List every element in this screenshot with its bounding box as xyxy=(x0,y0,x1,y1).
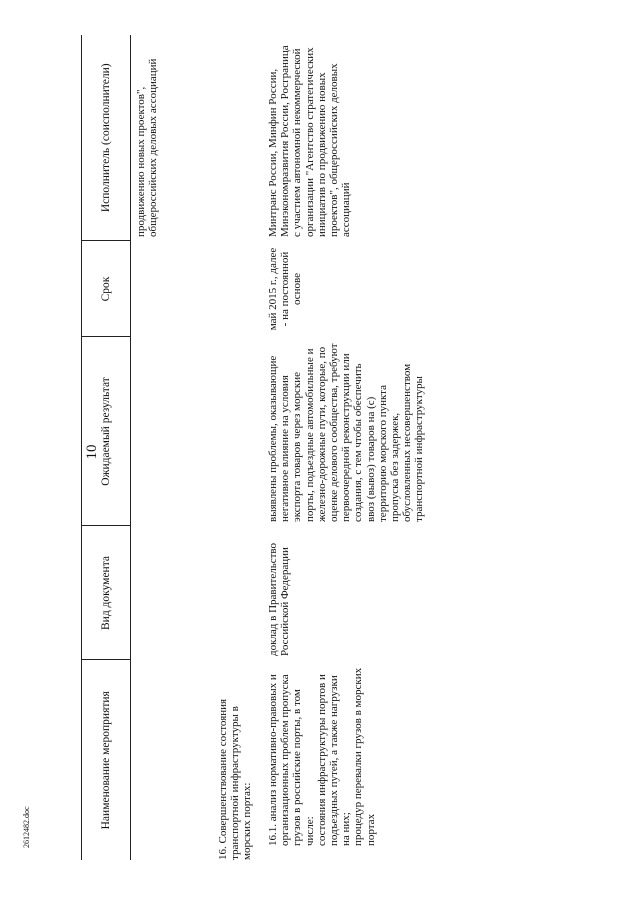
header-doc-type: Вид документа xyxy=(82,526,131,660)
continuation-executor: продвижению новых проектов", общероссийских деловых ассоциаций xyxy=(135,58,160,237)
table-row xyxy=(257,35,426,860)
executor-cell: Минтранс России, Минфин России, Минэкономразвития России, Росграница с участием автономной некоммерческой организации "Агентство стратегических инициатив по продвижению новых проектов", общероссийских деловых ассоциаций xyxy=(267,45,353,237)
deadline-cell: май 2015 г., далее - на постоянной основе xyxy=(267,247,304,331)
continuation-row xyxy=(131,35,196,860)
measure-name-item-2: процедур перевалки грузов в морских портах xyxy=(352,667,377,846)
section-row xyxy=(195,35,257,860)
doc-type-cell: доклад в Правительство Российской Федерации xyxy=(267,542,292,656)
measure-name-item-1: состояния инфраструктуры портов и подъездных путей, а также нагрузки на них; xyxy=(315,674,353,846)
page-number: 10 xyxy=(84,444,100,460)
measure-name-cell xyxy=(257,660,426,860)
measures-table xyxy=(81,35,426,860)
footer-filename: 2612482.doc xyxy=(22,806,31,848)
rotated-table-container xyxy=(81,35,601,860)
header-name: Наименование мероприятия xyxy=(82,660,131,860)
table-header-row xyxy=(82,35,131,860)
expected-result-cell: выявлены проблемы, оказывающие негативное влияние на условия экспорта товаров через морские порты, подъездные автомобильные и железно-дорожные пути, которые, по оценке делового сообщества, требуют первоочередной реконструкции или создания, с тем чтобы обеспечить ввоз (вывоз) товаров на (с) территорию морского пункта пропуска без задержек, обусловленных несовершенством транспортной инфраструктуры xyxy=(267,343,426,522)
header-executor: Исполнитель (соисполнители) xyxy=(82,35,131,241)
measure-name-intro: 16.1. анализ нормативно-правовых и организационных проблем пропуска грузов в российские порты, в том числе: xyxy=(267,674,316,846)
section-title: 16. Совершенствование состояния транспортной инфраструктуры в морских портах: xyxy=(217,698,254,860)
header-deadline: Срок xyxy=(82,241,131,337)
header-expected-result: Ожидаемый результат xyxy=(82,337,131,526)
